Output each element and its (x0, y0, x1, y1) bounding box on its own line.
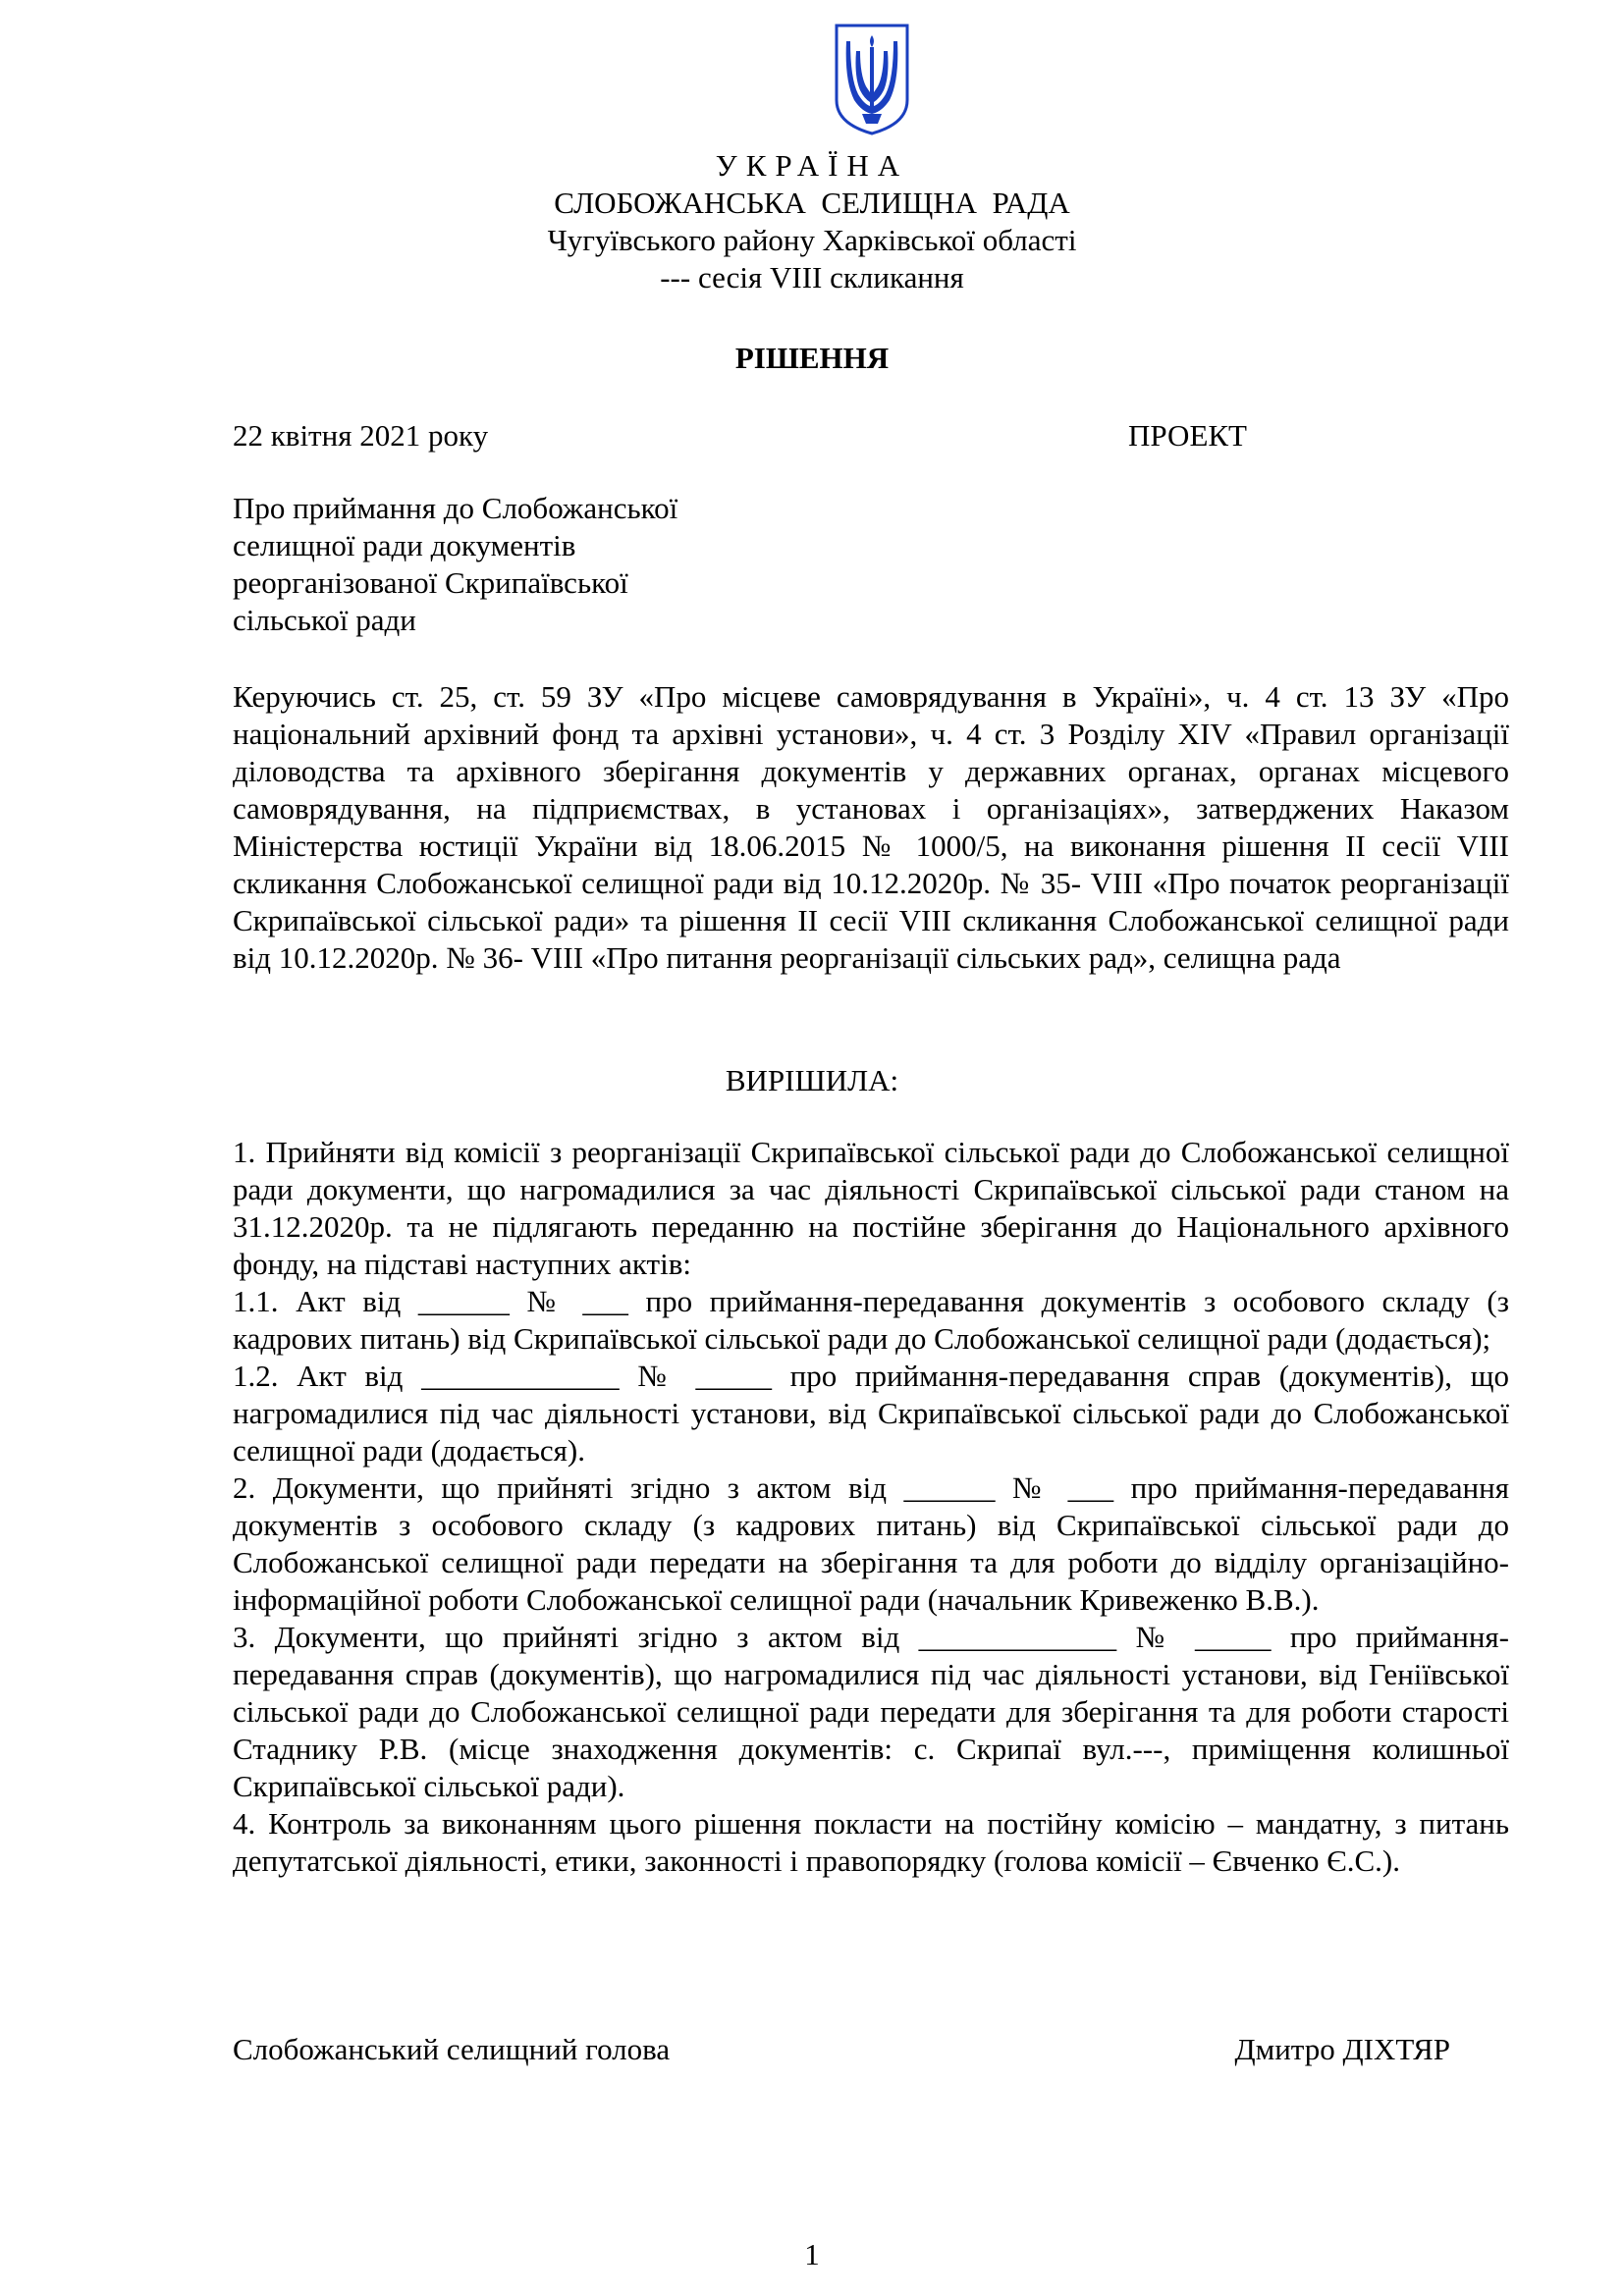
preamble-text: Керуючись ст. 25, ст. 59 ЗУ «Про місцеве самоврядування в Україні», ч. 4 ст. 13 ЗУ «Про національний архівний фонд та архівні установи», ч. 4 ст. 3 Розділу XIV «Правил організації діловодства та архівного зберігання документів у державних органах, органах місцевого самоврядування, на підприємствах, в установах і організаціях», затверджених Наказом Міністерства юстиції України від 18.06.2015 № 1000/5, на виконання рішення ІІ сесії VIII скликання Слобожанської селищної ради від 10.12.2020р. № 35- VIII «Про початок реорганізації Скрипаївської сільської ради» та рішення ІІ сесії VIII скликання Слобожанської селищної ради від 10.12.2020р. № 36- VIII «Про питання реорганізації сільських рад», селищна рада (233, 679, 1509, 975)
council-name: СЛОБОЖАНСЬКА СЕЛИЩНА РАДА (554, 186, 1070, 220)
signatory-name: Дмитро ДІХТЯР (1234, 2032, 1450, 2066)
decision-item: 4. Контроль за виконанням цього рішення покласти на постійну комісію – мандатну, з питань депутатської діяльності, етики, законності і правопорядку (голова комісії – Євченко Є.С.). (233, 1806, 1509, 1878)
session-line: --- сесія VIII скликання (660, 260, 964, 294)
district-name: Чугуївського району Харківської області (547, 223, 1077, 257)
signature-block (233, 2031, 1450, 2068)
subject-line: реорганізованої Скрипаївської (233, 565, 628, 600)
date-line (233, 417, 1247, 454)
subject-line: Про приймання до Слобожанської (233, 491, 678, 525)
document-header (0, 147, 1624, 296)
decision-item: 1. Прийняти від комісії з реорганізації Скрипаївської сільської ради до Слобожанської селищної ради документи, що нагромадилися за час діяльності Скрипаївської сільської ради станом на 31.12.2020р. та не підлягають переданню на постійне зберігання до Національного архівного фонду, на підставі наступних актів: (233, 1135, 1509, 1281)
decision-item: 1.2. Акт від _____________ № _____ про приймання-передавання справ (документів), що нагромадилися під час діяльності установи, від Скрипаївської сільської ради до Слобожанської селищної ради (додається). (233, 1359, 1509, 1468)
subject-line: сільської ради (233, 603, 416, 637)
signatory-position: Слобожанський селищний голова (233, 2032, 671, 2066)
decision-date: 22 квітня 2021 року (233, 418, 489, 453)
draft-label: ПРОЕКТ (1128, 418, 1247, 453)
document-title: РІШЕННЯ (734, 341, 890, 375)
trident-coat-of-arms-icon (833, 22, 911, 137)
decision-item: 1.1. Акт від ______ № ___ про приймання-передавання документів з особового складу (з кадрових питань) від Скрипаївської сільської ради до Слобожанської селищної ради (додається); (233, 1284, 1509, 1356)
preamble (233, 678, 1509, 977)
decided-heading: ВИРІШИЛА: (725, 1063, 899, 1097)
decision-item: 2. Документи, що прийняті згідно з актом від ______ № ___ про приймання-передавання документів з особового складу (з кадрових питань) від Скрипаївської сільської ради до Слобожанської селищної ради передати на зберігання та для роботи до відділу організаційно-інформаційної роботи Слобожанської селищної ради (начальник Кривеженко В.В.). (233, 1470, 1509, 1617)
page-number: 1 (804, 2237, 820, 2271)
subject-line: селищної ради документів (233, 528, 576, 562)
decision-items (233, 1134, 1509, 1880)
decision-subject (233, 490, 822, 639)
country-name: УКРАЇНА (715, 148, 909, 183)
decision-item: 3. Документи, що прийняті згідно з актом від _____________ № _____ про приймання-передавання справ (документів), що нагромадилися під час діяльності установи, від Геніївської сільської ради до Слобожанської селищної ради передати для зберігання та для роботи старості Стаднику Р.В. (місце знаходження документів: с. Скрипаї вул.---, приміщення колишньої Скрипаївської сільської ради). (233, 1620, 1509, 1803)
